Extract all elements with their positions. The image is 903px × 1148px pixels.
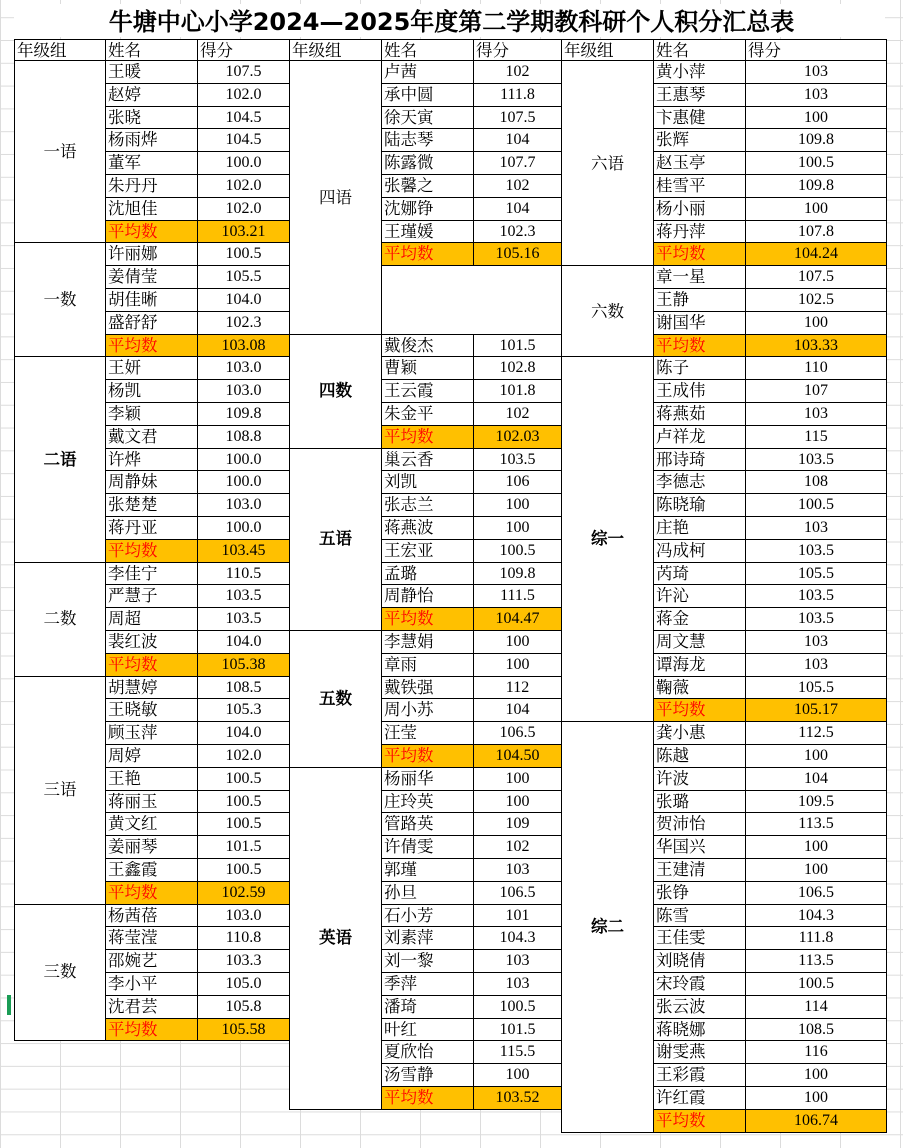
average-score: 105.58	[197, 1018, 290, 1042]
average-label: 平均数	[381, 242, 474, 266]
teacher-score: 110	[745, 356, 887, 380]
teacher-name: 周静妹	[105, 470, 198, 494]
teacher-score: 102.0	[197, 83, 290, 107]
sheet-title: 牛塘中心小学2024—2025年度第二学期教科研个人积分汇总表	[108, 8, 795, 36]
teacher-name: 顾玉萍	[105, 721, 198, 745]
teacher-name: 刘一黎	[381, 949, 474, 973]
teacher-score: 109.8	[473, 562, 562, 586]
teacher-score: 100.5	[473, 995, 562, 1019]
teacher-score: 101.8	[473, 379, 562, 403]
teacher-name: 管路英	[381, 812, 474, 836]
grade-group-label: 英语	[289, 767, 382, 1110]
teacher-name: 王暖	[105, 60, 198, 84]
teacher-name: 蒋燕茹	[653, 402, 746, 426]
teacher-score: 100	[473, 653, 562, 677]
teacher-score: 103.5	[745, 539, 887, 563]
teacher-score: 102.0	[197, 197, 290, 221]
teacher-name: 严慧子	[105, 584, 198, 608]
teacher-name: 邵婉艺	[105, 949, 198, 973]
teacher-score: 107.5	[197, 60, 290, 84]
teacher-score: 105.5	[745, 562, 887, 586]
teacher-name: 张晓	[105, 106, 198, 130]
average-label: 平均数	[653, 698, 746, 722]
teacher-name: 张璐	[653, 790, 746, 814]
teacher-score: 100	[745, 835, 887, 859]
teacher-name: 王晓敏	[105, 698, 198, 722]
teacher-name: 汤雪静	[381, 1063, 474, 1087]
teacher-name: 李德志	[653, 470, 746, 494]
teacher-name: 鞠薇	[653, 676, 746, 700]
header-name: 姓名	[105, 39, 198, 62]
average-label: 平均数	[105, 539, 198, 563]
teacher-score: 100.5	[745, 493, 887, 517]
header-name: 姓名	[653, 39, 746, 62]
teacher-score: 101.5	[197, 835, 290, 859]
teacher-name: 王鑫霞	[105, 858, 198, 882]
teacher-name: 冯成柯	[653, 539, 746, 563]
teacher-name: 龚小惠	[653, 721, 746, 745]
grade-group-label: 三语	[14, 676, 106, 905]
teacher-name: 张馨之	[381, 174, 474, 198]
empty-cell	[381, 265, 562, 334]
teacher-name: 庄艳	[653, 516, 746, 540]
teacher-name: 许波	[653, 767, 746, 791]
average-score: 103.45	[197, 539, 290, 563]
teacher-score: 104.0	[197, 721, 290, 745]
teacher-name: 朱金平	[381, 402, 474, 426]
teacher-score: 100.5	[197, 767, 290, 791]
average-label: 平均数	[105, 881, 198, 905]
teacher-score: 112	[473, 676, 562, 700]
teacher-name: 郭瑾	[381, 858, 474, 882]
teacher-name: 王建清	[653, 858, 746, 882]
teacher-name: 蒋金	[653, 607, 746, 631]
teacher-name: 王佳雯	[653, 926, 746, 950]
teacher-score: 104.0	[197, 288, 290, 312]
teacher-name: 陈露微	[381, 151, 474, 175]
average-label: 平均数	[105, 220, 198, 244]
teacher-name: 芮琦	[653, 562, 746, 586]
teacher-name: 姜倩莹	[105, 265, 198, 289]
teacher-score: 116	[745, 1040, 887, 1064]
teacher-score: 103.5	[197, 607, 290, 631]
teacher-score: 103.5	[473, 448, 562, 472]
teacher-name: 王宏亚	[381, 539, 474, 563]
teacher-score: 100	[745, 744, 887, 768]
teacher-score: 109	[473, 812, 562, 836]
average-score: 103.33	[745, 334, 887, 358]
teacher-name: 许烨	[105, 448, 198, 472]
teacher-score: 109.8	[745, 174, 887, 198]
grade-group-label: 二语	[14, 356, 106, 562]
teacher-score: 100	[473, 767, 562, 791]
teacher-score: 113.5	[745, 812, 887, 836]
average-score: 104.50	[473, 744, 562, 768]
teacher-name: 桂雪平	[653, 174, 746, 198]
teacher-name: 华国兴	[653, 835, 746, 859]
teacher-name: 沈旭佳	[105, 197, 198, 221]
teacher-score: 107.7	[473, 151, 562, 175]
teacher-name: 胡佳晰	[105, 288, 198, 312]
teacher-score: 103	[745, 630, 887, 654]
teacher-name: 许倩雯	[381, 835, 474, 859]
teacher-name: 邢诗琦	[653, 448, 746, 472]
teacher-name: 周静怡	[381, 584, 474, 608]
header-grade: 年级组	[561, 39, 654, 62]
teacher-name: 杨小丽	[653, 197, 746, 221]
teacher-score: 109.5	[745, 790, 887, 814]
teacher-name: 王彩霞	[653, 1063, 746, 1087]
teacher-score: 113.5	[745, 949, 887, 973]
teacher-name: 周小苏	[381, 698, 474, 722]
teacher-score: 104.3	[745, 904, 887, 928]
teacher-name: 陈子	[653, 356, 746, 380]
teacher-score: 100	[745, 311, 887, 335]
teacher-score: 102.0	[197, 744, 290, 768]
average-score: 103.52	[473, 1086, 562, 1110]
teacher-score: 100	[745, 106, 887, 130]
teacher-name: 孙旦	[381, 881, 474, 905]
grade-group-label: 一语	[14, 60, 106, 243]
teacher-score: 103	[745, 83, 887, 107]
teacher-score: 109.8	[197, 402, 290, 426]
teacher-score: 115.5	[473, 1040, 562, 1064]
teacher-score: 100.5	[745, 151, 887, 175]
teacher-name: 张楚楚	[105, 493, 198, 517]
average-score: 104.47	[473, 607, 562, 631]
teacher-score: 103.3	[197, 949, 290, 973]
teacher-name: 张云波	[653, 995, 746, 1019]
average-score: 102.59	[197, 881, 290, 905]
header-grade: 年级组	[289, 39, 382, 62]
teacher-name: 陈越	[653, 744, 746, 768]
teacher-name: 王成伟	[653, 379, 746, 403]
teacher-name: 戴铁强	[381, 676, 474, 700]
teacher-name: 谭海龙	[653, 653, 746, 677]
teacher-score: 103	[745, 60, 887, 84]
teacher-score: 103.5	[197, 584, 290, 608]
teacher-name: 李慧娟	[381, 630, 474, 654]
teacher-score: 100	[745, 1063, 887, 1087]
teacher-name: 章雨	[381, 653, 474, 677]
teacher-name: 杨丽华	[381, 767, 474, 791]
teacher-name: 庄玲英	[381, 790, 474, 814]
teacher-name: 汪莹	[381, 721, 474, 745]
teacher-name: 贺沛怡	[653, 812, 746, 836]
teacher-name: 王艳	[105, 767, 198, 791]
teacher-score: 106.5	[745, 881, 887, 905]
teacher-score: 104	[473, 128, 562, 152]
teacher-name: 巢云香	[381, 448, 474, 472]
grade-group-label: 综二	[561, 721, 654, 1132]
teacher-name: 赵婷	[105, 83, 198, 107]
grade-group-label: 四语	[289, 60, 382, 335]
grade-group-label: 六数	[561, 265, 654, 357]
average-label: 平均数	[381, 1086, 474, 1110]
teacher-score: 109.8	[745, 128, 887, 152]
average-label: 平均数	[105, 653, 198, 677]
average-label: 平均数	[381, 607, 474, 631]
average-score: 102.03	[473, 425, 562, 449]
teacher-score: 107	[745, 379, 887, 403]
teacher-score: 103.0	[197, 493, 290, 517]
teacher-name: 夏欣怡	[381, 1040, 474, 1064]
teacher-score: 103.5	[745, 584, 887, 608]
teacher-score: 114	[745, 995, 887, 1019]
teacher-score: 105.5	[745, 676, 887, 700]
teacher-name: 许丽娜	[105, 242, 198, 266]
average-score: 105.16	[473, 242, 562, 266]
teacher-name: 盛舒舒	[105, 311, 198, 335]
teacher-name: 周婷	[105, 744, 198, 768]
teacher-name: 李颖	[105, 402, 198, 426]
teacher-score: 111.8	[745, 926, 887, 950]
teacher-name: 卢祥龙	[653, 425, 746, 449]
teacher-score: 104.3	[473, 926, 562, 950]
teacher-score: 100	[745, 858, 887, 882]
teacher-score: 100.5	[197, 812, 290, 836]
teacher-score: 111.8	[473, 83, 562, 107]
teacher-score: 100.0	[197, 516, 290, 540]
teacher-score: 101.5	[473, 334, 562, 358]
header-score: 得分	[473, 39, 562, 62]
average-label: 平均数	[381, 744, 474, 768]
teacher-score: 101.5	[473, 1018, 562, 1042]
teacher-score: 108.5	[197, 676, 290, 700]
teacher-name: 卢茜	[381, 60, 474, 84]
teacher-score: 100	[745, 197, 887, 221]
teacher-name: 胡慧婷	[105, 676, 198, 700]
teacher-score: 112.5	[745, 721, 887, 745]
teacher-name: 张辉	[653, 128, 746, 152]
grade-group-label: 二数	[14, 562, 106, 677]
teacher-score: 102.0	[197, 174, 290, 198]
teacher-name: 王瑾媛	[381, 220, 474, 244]
teacher-name: 曹颖	[381, 356, 474, 380]
teacher-score: 104	[473, 698, 562, 722]
teacher-score: 104.0	[197, 630, 290, 654]
teacher-name: 黄文红	[105, 812, 198, 836]
teacher-name: 刘晓倩	[653, 949, 746, 973]
teacher-score: 100	[473, 516, 562, 540]
teacher-name: 陈雪	[653, 904, 746, 928]
teacher-score: 100.0	[197, 470, 290, 494]
teacher-name: 蒋丽玉	[105, 790, 198, 814]
average-score: 103.08	[197, 334, 290, 358]
average-score: 105.38	[197, 653, 290, 677]
teacher-name: 徐天寅	[381, 106, 474, 130]
teacher-name: 蒋晓娜	[653, 1018, 746, 1042]
teacher-name: 杨凯	[105, 379, 198, 403]
teacher-score: 105.3	[197, 698, 290, 722]
teacher-score: 107.5	[745, 265, 887, 289]
average-label: 平均数	[381, 425, 474, 449]
teacher-name: 章一星	[653, 265, 746, 289]
teacher-score: 102.8	[473, 356, 562, 380]
teacher-score: 102	[473, 60, 562, 84]
grade-group-label: 五语	[289, 448, 382, 631]
teacher-name: 王惠琴	[653, 83, 746, 107]
teacher-score: 103.0	[197, 904, 290, 928]
teacher-score: 107.8	[745, 220, 887, 244]
teacher-name: 李小平	[105, 972, 198, 996]
teacher-score: 106.5	[473, 721, 562, 745]
teacher-name: 张志兰	[381, 493, 474, 517]
average-label: 平均数	[105, 1018, 198, 1042]
teacher-score: 100.5	[473, 539, 562, 563]
grade-group-label: 五数	[289, 630, 382, 768]
teacher-name: 许红霞	[653, 1086, 746, 1110]
teacher-name: 承中圆	[381, 83, 474, 107]
teacher-name: 蒋莹滢	[105, 926, 198, 950]
teacher-name: 周超	[105, 607, 198, 631]
teacher-score: 103	[745, 402, 887, 426]
teacher-name: 叶红	[381, 1018, 474, 1042]
header-score: 得分	[745, 39, 887, 62]
teacher-name: 黄小萍	[653, 60, 746, 84]
teacher-score: 101	[473, 904, 562, 928]
teacher-name: 许沁	[653, 584, 746, 608]
teacher-score: 115	[745, 425, 887, 449]
teacher-name: 沈君芸	[105, 995, 198, 1019]
teacher-score: 100	[473, 630, 562, 654]
teacher-score: 104	[473, 197, 562, 221]
teacher-name: 陈晓瑜	[653, 493, 746, 517]
teacher-score: 111.5	[473, 584, 562, 608]
teacher-name: 戴文君	[105, 425, 198, 449]
header-name: 姓名	[381, 39, 474, 62]
average-label: 平均数	[653, 1109, 746, 1133]
average-score: 105.17	[745, 698, 887, 722]
teacher-name: 蒋丹亚	[105, 516, 198, 540]
teacher-score: 104.5	[197, 128, 290, 152]
teacher-score: 103.5	[745, 607, 887, 631]
teacher-score: 104.5	[197, 106, 290, 130]
teacher-score: 100.0	[197, 151, 290, 175]
teacher-name: 周文慧	[653, 630, 746, 654]
teacher-score: 110.8	[197, 926, 290, 950]
teacher-score: 107.5	[473, 106, 562, 130]
teacher-score: 100	[745, 1086, 887, 1110]
teacher-name: 赵玉亭	[653, 151, 746, 175]
row-selection-marker	[7, 995, 11, 1015]
teacher-score: 102.3	[473, 220, 562, 244]
teacher-score: 103.5	[745, 448, 887, 472]
teacher-score: 102	[473, 835, 562, 859]
teacher-score: 100	[473, 790, 562, 814]
teacher-name: 王静	[653, 288, 746, 312]
teacher-name: 蒋燕波	[381, 516, 474, 540]
teacher-score: 105.5	[197, 265, 290, 289]
teacher-score: 100.5	[197, 858, 290, 882]
grade-group-label: 三数	[14, 904, 106, 1042]
teacher-name: 戴俊杰	[381, 334, 474, 358]
grade-group-label: 六语	[561, 60, 654, 266]
teacher-name: 杨雨烨	[105, 128, 198, 152]
teacher-name: 潘琦	[381, 995, 474, 1019]
teacher-name: 刘素萍	[381, 926, 474, 950]
average-score: 104.24	[745, 242, 887, 266]
teacher-score: 100.5	[197, 790, 290, 814]
teacher-name: 裴红波	[105, 630, 198, 654]
teacher-name: 沈娜铮	[381, 197, 474, 221]
teacher-score: 103	[473, 949, 562, 973]
teacher-name: 董军	[105, 151, 198, 175]
grade-group-label: 一数	[14, 242, 106, 357]
teacher-score: 106.5	[473, 881, 562, 905]
grade-group-label: 综一	[561, 356, 654, 722]
teacher-score: 102	[473, 402, 562, 426]
header-grade: 年级组	[14, 39, 106, 62]
teacher-score: 100	[473, 493, 562, 517]
teacher-score: 108	[745, 470, 887, 494]
teacher-score: 102.3	[197, 311, 290, 335]
header-score: 得分	[197, 39, 290, 62]
teacher-score: 104	[745, 767, 887, 791]
teacher-score: 100.5	[745, 972, 887, 996]
average-label: 平均数	[105, 334, 198, 358]
teacher-score: 103.0	[197, 379, 290, 403]
teacher-score: 108.5	[745, 1018, 887, 1042]
teacher-name: 蒋丹萍	[653, 220, 746, 244]
teacher-score: 110.5	[197, 562, 290, 586]
teacher-name: 杨茜蓓	[105, 904, 198, 928]
average-score: 106.74	[745, 1109, 887, 1133]
teacher-score: 103	[745, 653, 887, 677]
teacher-name: 王妍	[105, 356, 198, 380]
teacher-name: 刘凯	[381, 470, 474, 494]
teacher-name: 姜丽琴	[105, 835, 198, 859]
teacher-score: 105.0	[197, 972, 290, 996]
teacher-score: 103	[473, 972, 562, 996]
teacher-name: 朱丹丹	[105, 174, 198, 198]
average-score: 103.21	[197, 220, 290, 244]
teacher-name: 谢雯燕	[653, 1040, 746, 1064]
teacher-name: 石小芳	[381, 904, 474, 928]
teacher-name: 张铮	[653, 881, 746, 905]
teacher-score: 102	[473, 174, 562, 198]
average-label: 平均数	[653, 242, 746, 266]
teacher-score: 102.5	[745, 288, 887, 312]
teacher-score: 105.8	[197, 995, 290, 1019]
teacher-score: 100.0	[197, 448, 290, 472]
teacher-score: 100.5	[197, 242, 290, 266]
teacher-name: 李佳宁	[105, 562, 198, 586]
teacher-name: 宋玲霞	[653, 972, 746, 996]
teacher-name: 谢国华	[653, 311, 746, 335]
average-label: 平均数	[653, 334, 746, 358]
teacher-score: 103.0	[197, 356, 290, 380]
teacher-score: 106	[473, 470, 562, 494]
teacher-score: 103	[745, 516, 887, 540]
teacher-name: 陆志琴	[381, 128, 474, 152]
grade-group-label: 四数	[289, 334, 382, 449]
teacher-score: 100	[473, 1063, 562, 1087]
teacher-name: 孟璐	[381, 562, 474, 586]
teacher-name: 王云霞	[381, 379, 474, 403]
teacher-score: 108.8	[197, 425, 290, 449]
teacher-name: 卞惠健	[653, 106, 746, 130]
teacher-name: 季萍	[381, 972, 474, 996]
teacher-score: 103	[473, 858, 562, 882]
